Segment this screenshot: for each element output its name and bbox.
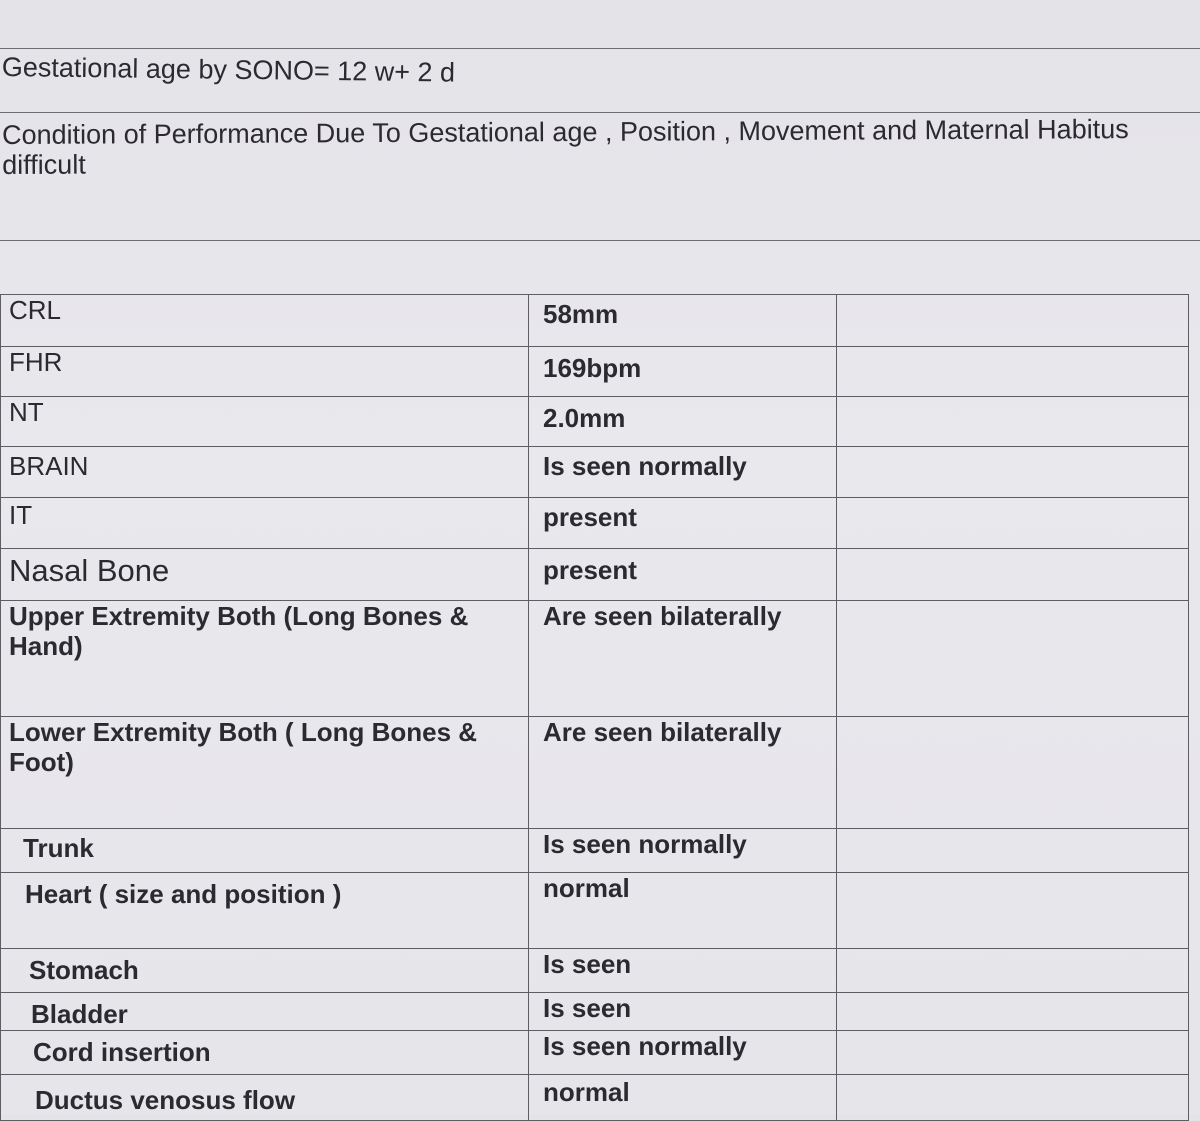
table-row [1, 1031, 1189, 1075]
table-row [1, 347, 1189, 397]
row-value: Is seen normally [529, 1031, 837, 1075]
divider-ga [0, 112, 1200, 113]
row-extra-cell [837, 447, 1189, 498]
divider-condition [0, 240, 1200, 241]
row-value: 58mm [529, 295, 837, 347]
row-value: present [529, 498, 837, 549]
row-value: Are seen bilaterally [529, 717, 837, 829]
row-label: BRAIN [1, 447, 529, 498]
row-label: Heart ( size and position ) [1, 873, 529, 949]
row-value: 2.0mm [529, 397, 837, 447]
row-label: Stomach [1, 949, 529, 993]
row-label: Cord insertion [1, 1031, 529, 1075]
row-extra-cell [837, 993, 1189, 1031]
row-extra-cell [837, 397, 1189, 447]
row-extra-cell [837, 717, 1189, 829]
table-row [1, 397, 1189, 447]
row-label: Lower Extremity Both ( Long Bones & Foot) [1, 717, 529, 829]
table-row [1, 295, 1189, 347]
row-extra-cell [837, 601, 1189, 717]
row-label: NT [1, 397, 529, 447]
row-value: normal [529, 1075, 837, 1121]
table-row [1, 498, 1189, 549]
row-label: Trunk [1, 829, 529, 873]
table-row [1, 873, 1189, 949]
condition-block [2, 114, 1129, 180]
row-label: Ductus venosus flow [1, 1075, 529, 1121]
row-label: FHR [1, 347, 529, 397]
row-value: normal [529, 873, 837, 949]
row-extra-cell [837, 873, 1189, 949]
row-value: Is seen [529, 993, 837, 1031]
table-row [1, 829, 1189, 873]
row-label: CRL [1, 295, 529, 347]
condition-line-2: difficult [2, 149, 86, 180]
row-extra-cell [837, 829, 1189, 873]
condition-line-1: Condition of Performance Due To Gestational age , Position , Movement and Maternal Habitus [2, 114, 1129, 150]
row-value: Is seen normally [529, 829, 837, 873]
gestational-age-text: Gestational age by SONO= 12 w+ 2 d [1, 52, 456, 88]
row-value: 169bpm [529, 347, 837, 397]
row-value: Is seen [529, 949, 837, 993]
table-row [1, 549, 1189, 601]
row-label: Nasal Bone [1, 549, 529, 601]
row-label: Upper Extremity Both (Long Bones & Hand) [1, 601, 529, 717]
row-label: Bladder [1, 993, 529, 1031]
row-value: Is seen normally [529, 447, 837, 498]
findings-table [0, 294, 1189, 1121]
row-extra-cell [837, 347, 1189, 397]
row-label: IT [1, 498, 529, 549]
row-value: present [529, 549, 837, 601]
row-extra-cell [837, 1031, 1189, 1075]
divider-top [0, 48, 1200, 49]
row-extra-cell [837, 295, 1189, 347]
row-value: Are seen bilaterally [529, 601, 837, 717]
row-extra-cell [837, 549, 1189, 601]
table-row [1, 447, 1189, 498]
table-row [1, 949, 1189, 993]
table-row [1, 601, 1189, 717]
table-row [1, 717, 1189, 829]
row-extra-cell [837, 949, 1189, 993]
table-row [1, 993, 1189, 1031]
row-extra-cell [837, 498, 1189, 549]
